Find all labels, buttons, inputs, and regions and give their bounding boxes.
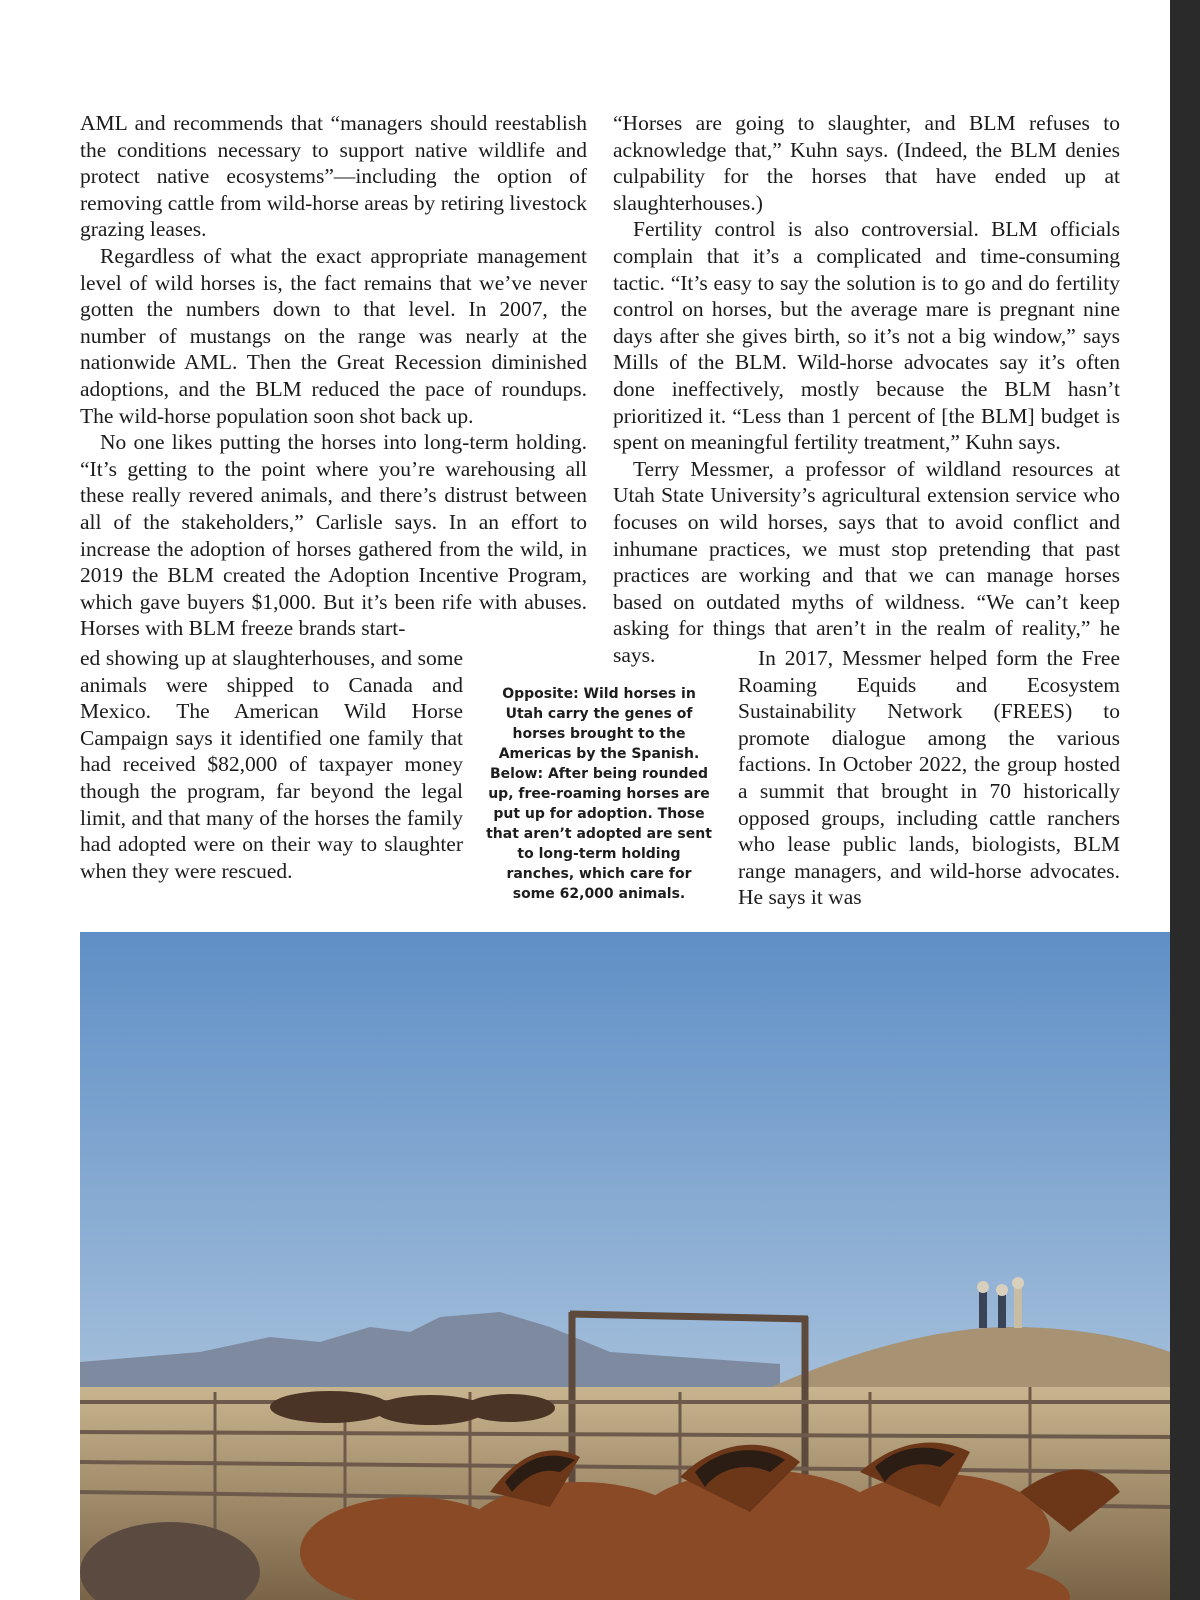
article-right-wrap — [738, 645, 1120, 911]
horses-in-corral-photo — [80, 932, 1170, 1600]
article-left-column — [80, 110, 587, 642]
paragraph: AML and recommends that “managers should reestablish the conditions necessary to support native wildlife and protect native ecosystems”—including the option of removing cattle from wild-horse areas by retiring livestock grazing leases. — [80, 111, 587, 242]
paragraph: ed showing up at slaughterhouses, and some animals were shipped to Canada and Mexico. The American Wild Horse Campaign says it identified one family that had received $82,000 of taxpayer money though the program, far beyond the legal limit, and that many of the horses the family had adopted were on their way to slaughter when they were rescued. — [80, 646, 463, 883]
paragraph: Fertility control is also controversial. BLM officials complain that it’s a complicated and time-consuming tactic. “It’s easy to say the solution is to go and do fertility control on horses, but the average mare is pregnant nine days after she gives birth, so it’s not a big window,” says Mills of the BLM. Wild-horse advocates say it’s often done ineffectively, mostly because the BLM hasn’t prioritized it. “Less than 1 percent of [the BLM] budget is spent on meaningful fertility treatment,” Kuhn says. — [613, 217, 1120, 455]
paragraph: In 2017, Messmer helped form the Free Roaming Equids and Ecosystem Sustainability Network (FREES) to promote dialogue among the various factions. In October 2022, the group hosted a summit that brought in 70 historically opposed groups, including cattle ranchers who lease public lands, biologists, BLM range managers, and wild-horse advocates. He says it was — [738, 646, 1120, 910]
paragraph: No one likes putting the horses into long-term holding. “It’s getting to the point where you’re warehousing all these really revered animals, and there’s distrust between all of the stakeholders,” Carlisle says. In an effort to increase the adoption of horses gathered from the wild, in 2019 the BLM created the Adoption Incentive Program, which gave buyers $1,000. But it’s been rife with abuses. Horses with BLM freeze brands start- — [80, 430, 587, 641]
paragraph: Regardless of what the exact appropriate management level of wild horses is, the fact remains that we’ve never gotten the numbers down to that level. In 2007, the number of mustangs on the range was nearly at the nationwide AML. Then the Great Recession diminished adoptions, and the BLM reduced the pace of roundups. The wild-horse population soon shot back up. — [80, 243, 587, 428]
photo-illustration — [80, 932, 1170, 1600]
article-left-wrap — [80, 645, 463, 884]
paragraph: “Horses are going to slaughter, and BLM refuses to acknowledge that,” Kuhn says. (Indeed, the BLM denies culpability for the horses that have ended up at slaughterhouses.) — [613, 111, 1120, 215]
page-edge — [1170, 0, 1200, 1600]
photo-caption: Opposite: Wild horses in Utah carry the genes of horses brought to the Americas by the Spanish. Below: After being rounded up, free-roaming horses are put up for adoption. Those that aren’t adopted are sent to long-term holding ranches, which care for some 62,000 animals. — [486, 686, 712, 902]
article-right-column — [613, 110, 1120, 668]
paragraph: Terry Messmer, a professor of wildland resources at Utah State University’s agricultural extension service who focuses on wild horses, says that to avoid conflict and inhumane practices, we must stop pretending that past practices are working and that we can manage horses based on outdated myths of wildness. “We can’t keep asking for things that aren’t in the realm of reality,” he says. — [613, 456, 1120, 667]
